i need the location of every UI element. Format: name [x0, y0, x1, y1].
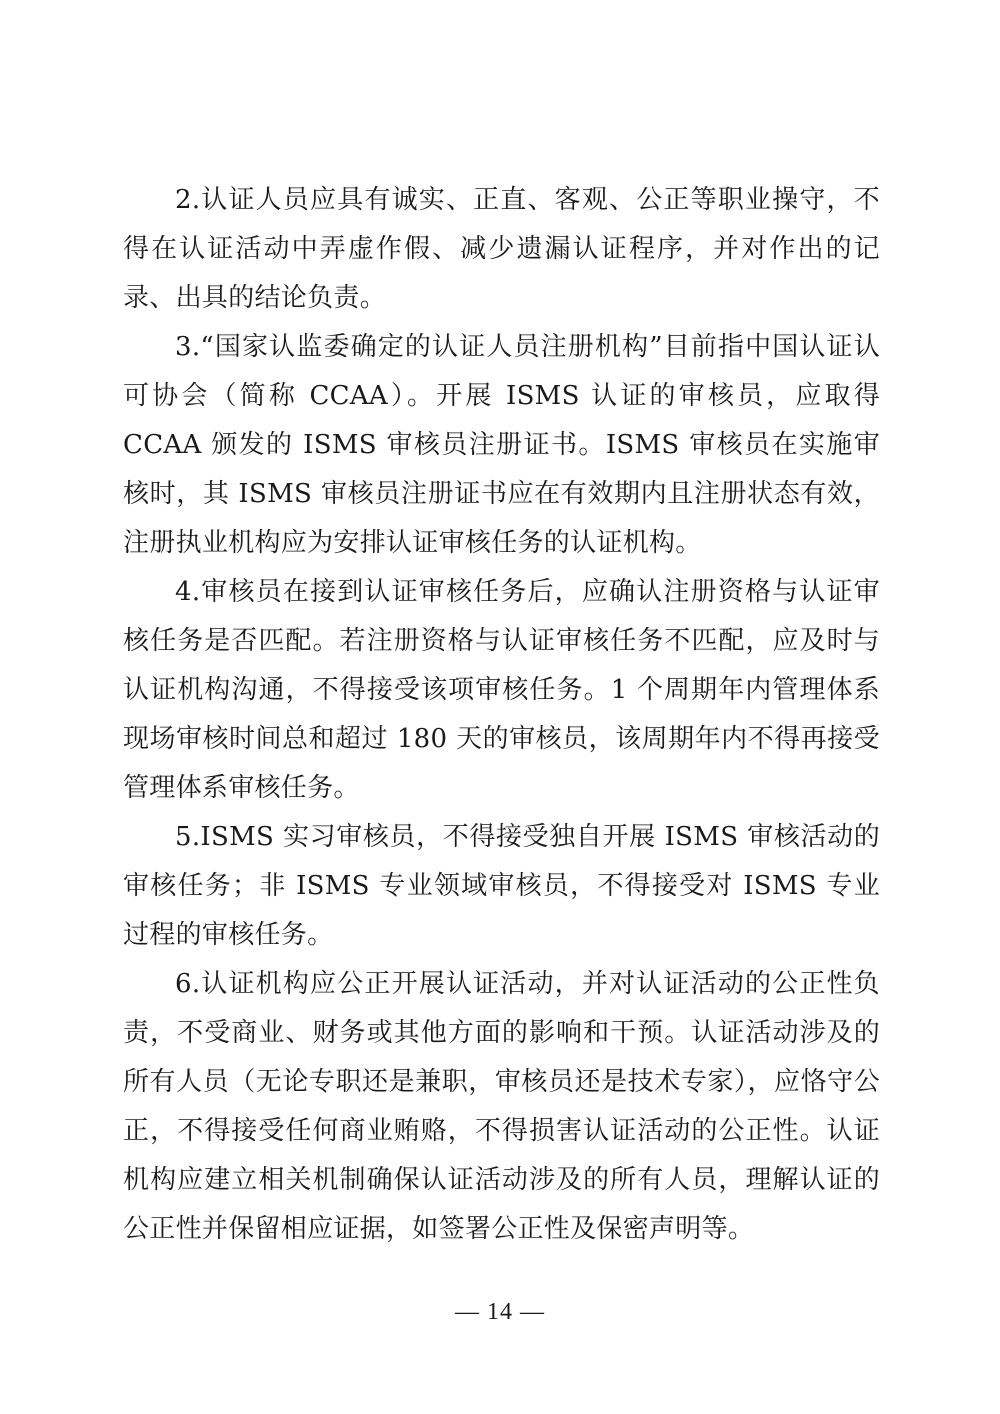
paragraph-5: 5.ISMS 实习审核员，不得接受独自开展 ISMS 审核活动的审核任务；非 ISMS 专业领域审核员，不得接受对 ISMS 专业过程的审核任务。	[123, 822, 880, 950]
page-number: — 14 —	[455, 1299, 545, 1325]
paragraph-4: 4.审核员在接到认证审核任务后，应确认注册资格与认证审核任务是否匹配。若注册资格与认证审核任务不匹配，应及时与认证机构沟通，不得接受该项审核任务。1 个周期年内管理体系现场审核时间总和超过 180 天的审核员，该周期年内不得再接受管理体系审核任务。	[123, 577, 880, 803]
paragraph-3: 3.“国家认监委确定的认证人员注册机构”目前指中国认证认可协会（简称 CCAA）。开展 ISMS 认证的审核员，应取得 CCAA 颁发的 ISMS 审核员注册证书。ISMS 审核员在实施审核时，其 ISMS 审核员注册证书应在有效期内且注册状态有效，注册执业机构应为安排认证审核任务的认证机构。	[123, 332, 880, 558]
paragraph-6: 6.认证机构应公正开展认证活动，并对认证活动的公正性负责，不受商业、财务或其他方面的影响和干预。认证活动涉及的所有人员（无论专职还是兼职，审核员还是技术专家），应恪守公正，不得接受任何商业贿赂，不得损害认证活动的公正性。认证机构应建立相关机制确保认证活动涉及的所有人员，理解认证的公正性并保留相应证据，如签署公正性及保密声明等。	[123, 969, 880, 1244]
document-body	[123, 176, 880, 1254]
paragraph-2: 2.认证人员应具有诚实、正直、客观、公正等职业操守，不得在认证活动中弄虚作假、减少遗漏认证程序，并对作出的记录、出具的结论负责。	[123, 185, 880, 313]
